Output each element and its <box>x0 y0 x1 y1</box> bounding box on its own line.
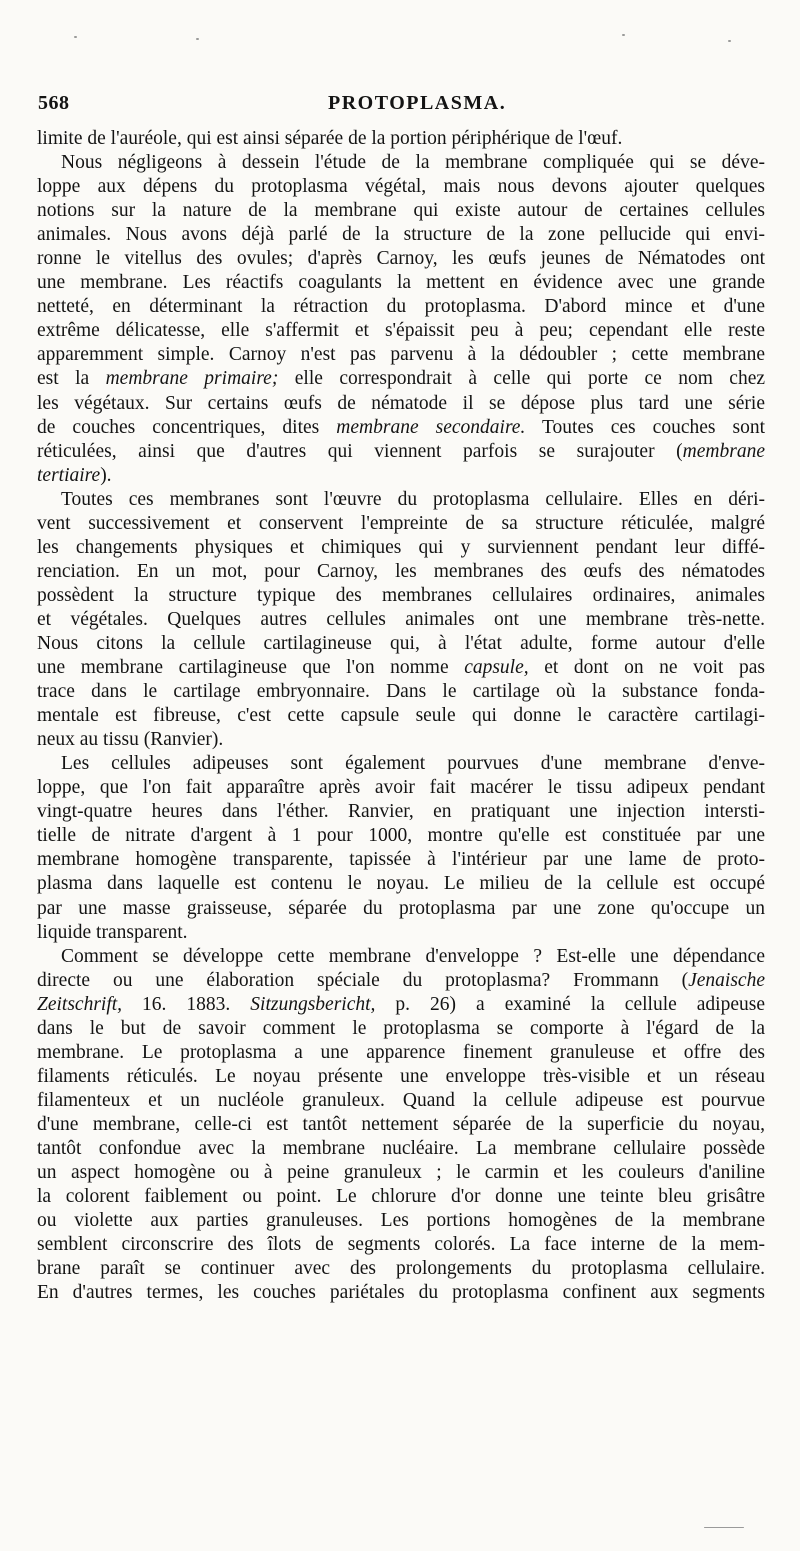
text-run: semblent circonscrire des îlots de segments colorés. La face interne de la mem- <box>37 1234 765 1256</box>
text-line <box>37 608 765 632</box>
text-run: tantôt confondue avec la membrane nucléaire. La membrane cellulaire possède <box>37 1137 765 1159</box>
text-line <box>37 199 765 223</box>
text-run: tielle de nitrate d'argent à 1 pour 1000, montre qu'elle est constituée par une <box>37 825 765 847</box>
text-line <box>37 488 765 512</box>
text-run: Toutes ces couches sont <box>525 416 765 438</box>
italic-text: Zeitschrift, <box>37 993 123 1015</box>
text-line <box>37 560 765 584</box>
text-line <box>37 367 765 391</box>
text-run: dans le but de savoir comment le protoplasma se comporte à l'égard de la <box>37 1017 765 1039</box>
text-run: et végétales. Quelques autres cellules animales ont une membrane très-nette. <box>37 608 765 630</box>
text-line <box>37 632 765 656</box>
text-run: de couches concentriques, dites <box>37 416 337 438</box>
text-line <box>37 993 765 1017</box>
text-run: ronne le vitellus des ovules; d'après Carnoy, les œufs jeunes de Nématodes ont <box>37 248 765 270</box>
text-run: directe ou une élaboration spéciale du protoplasma? Frommann ( <box>37 969 689 991</box>
text-line <box>37 1089 765 1113</box>
text-line <box>37 1257 765 1281</box>
text-line <box>37 1065 765 1089</box>
text-line <box>37 1233 765 1257</box>
text-line <box>37 1281 765 1305</box>
text-run: netteté, en déterminant la rétraction du protoplasma. D'abord mince et d'une <box>37 296 765 318</box>
text-line <box>37 680 765 704</box>
text-run: Nous citons la cellule cartilagineuse qui, à l'état adulte, forme autour d'elle <box>37 632 765 654</box>
text-run: vent successivement et conservent l'empreinte de sa structure réticulée, malgré <box>37 512 765 534</box>
text-run: réticulées, ainsi que d'autres qui viennent parfois se surajouter ( <box>37 440 683 462</box>
text-run: une membrane. Les réactifs coagulants la mettent en évidence avec une grande <box>37 272 765 294</box>
text-line <box>37 656 765 680</box>
text-run: et dont on ne voit pas <box>528 657 765 679</box>
text-run: filaments réticulés. Le noyau présente une enveloppe très-visible et un réseau <box>37 1065 765 1087</box>
text-line <box>37 1017 765 1041</box>
italic-text: membrane primaire; <box>105 368 279 390</box>
text-line <box>37 584 765 608</box>
text-run: membrane. Le protoplasma a une apparence finement granuleuse et offre des <box>37 1041 765 1063</box>
running-title: PROTOPLASMA. <box>328 92 507 114</box>
text-line <box>37 752 765 776</box>
text-run: En d'autres termes, les couches pariétales du protoplasma confinent aux segments <box>37 1282 765 1304</box>
text-line <box>37 824 765 848</box>
text-run: mentale est fibreuse, c'est cette capsule seule qui donne le caractère cartilagi- <box>37 705 765 727</box>
text-run: limite de l'auréole, qui est ainsi séparée de la portion périphérique de l'œuf. <box>37 128 623 149</box>
text-run: neux au tissu (Ranvier). <box>37 729 224 751</box>
text-run: ou violette aux parties granuleuses. Les portions homogènes de la membrane <box>37 1210 765 1232</box>
text-line <box>37 969 765 993</box>
text-run: loppe, que l'on fait apparaître après avoir fait macérer le tissu adipeux pendant <box>37 777 765 799</box>
text-run: possèdent la structure typique des membranes cellulaires ordinaires, animales <box>37 584 765 606</box>
text-line <box>37 921 765 945</box>
text-run: 16. 1883. <box>122 993 251 1015</box>
italic-text: Sitzungsbericht, <box>250 993 376 1015</box>
text-line <box>37 728 765 752</box>
text-run: d'une membrane, celle-ci est tantôt nettement séparée de la superficie du noyau, <box>37 1113 765 1135</box>
body-text <box>37 127 765 1305</box>
scan-speck <box>728 40 731 42</box>
text-run: membrane homogène transparente, tapissée à l'intérieur par une lame de proto- <box>37 849 765 871</box>
text-line <box>37 1185 765 1209</box>
text-run: extrême délicatesse, elle s'affermit et s'épaissit peu à peu; cependant elle reste <box>37 320 765 342</box>
text-line <box>37 800 765 824</box>
italic-text: tertiaire <box>37 464 101 486</box>
text-line <box>37 1209 765 1233</box>
text-run: animales. Nous avons déjà parlé de la structure de la zone pellucide qui envi- <box>37 224 765 246</box>
scan-speck <box>622 34 625 36</box>
text-line <box>37 776 765 800</box>
text-line <box>37 392 765 416</box>
text-line <box>37 848 765 872</box>
italic-text: Jenaische <box>688 969 765 991</box>
text-run: est la <box>37 368 106 390</box>
text-run: liquide transparent. <box>37 921 188 943</box>
scan-speck <box>74 36 77 38</box>
text-line <box>37 704 765 728</box>
text-line <box>37 416 765 440</box>
text-line <box>37 440 765 464</box>
text-run: brane paraît se continuer avec des prolongements du protoplasma cellulaire. <box>37 1258 765 1280</box>
text-run: renciation. En un mot, pour Carnoy, les membranes des œufs des nématodes <box>37 560 765 582</box>
text-line <box>37 536 765 560</box>
text-run: filamenteux et un nucléole granuleux. Quand la cellule adipeuse est pourvue <box>37 1089 765 1111</box>
text-run: Les cellules adipeuses sont également pourvues d'une membrane d'enve- <box>61 753 765 775</box>
italic-text: membrane secondaire. <box>336 416 526 438</box>
text-line <box>37 464 765 488</box>
text-line <box>37 151 765 175</box>
text-run: un aspect homogène ou à peine granuleux ; le carmin et les couleurs d'aniline <box>37 1162 765 1184</box>
italic-text: capsule, <box>464 657 529 679</box>
text-run: par une masse graisseuse, séparée du protoplasma par une zone qu'occupe un <box>37 897 765 919</box>
text-run: les changements physiques et chimiques qui y surviennent pendant leur diffé- <box>37 536 765 558</box>
text-line <box>37 127 765 151</box>
text-run: apparemment simple. Carnoy n'est pas parvenu à la dédoubler ; cette membrane <box>37 344 765 366</box>
text-line <box>37 512 765 536</box>
text-line <box>37 223 765 247</box>
text-run: trace dans le cartilage embryonnaire. Dans le cartilage où la substance fonda- <box>37 681 765 703</box>
text-line <box>37 1041 765 1065</box>
text-run: la colorent faiblement ou point. Le chlorure d'or donne une teinte bleu grisâtre <box>37 1186 765 1208</box>
text-run: ). <box>100 464 112 486</box>
text-line <box>37 295 765 319</box>
text-run: p. 26) a examiné la cellule adipeuse <box>375 993 765 1015</box>
text-run: Comment se développe cette membrane d'enveloppe ? Est-elle une dépendance <box>61 945 765 967</box>
text-run: plasma dans laquelle est contenu le noyau. Le milieu de la cellule est occupé <box>37 873 765 895</box>
text-run: Toutes ces membranes sont l'œuvre du protoplasma cellulaire. Elles en déri- <box>61 488 765 510</box>
text-line <box>37 175 765 199</box>
page-header <box>38 92 764 118</box>
text-run: Nous négligeons à dessein l'étude de la membrane compliquée qui se déve- <box>61 152 765 174</box>
italic-text: membrane <box>682 440 765 462</box>
text-run: une membrane cartilagineuse que l'on nomme <box>37 657 465 679</box>
scan-speck <box>196 38 199 40</box>
text-run: loppe aux dépens du protoplasma végétal, mais nous devons ajouter quelques <box>37 176 765 198</box>
text-line <box>37 247 765 271</box>
text-line <box>37 271 765 295</box>
text-run: notions sur la nature de la membrane qui existe autour de certaines cellules <box>37 200 765 222</box>
text-line <box>37 319 765 343</box>
scan-speck <box>704 1527 744 1528</box>
text-line <box>37 1137 765 1161</box>
text-line <box>37 1161 765 1185</box>
text-run: elle correspondrait à celle qui porte ce nom chez <box>278 368 765 390</box>
text-line <box>37 945 765 969</box>
text-line <box>37 343 765 367</box>
text-line <box>37 897 765 921</box>
page-number: 568 <box>38 92 70 114</box>
text-run: vingt-quatre heures dans l'éther. Ranvier, en pratiquant une injection intersti- <box>37 801 765 823</box>
text-line <box>37 1113 765 1137</box>
text-line <box>37 872 765 896</box>
text-run: les végétaux. Sur certains œufs de nématode il se dépose plus tard une série <box>37 392 765 414</box>
